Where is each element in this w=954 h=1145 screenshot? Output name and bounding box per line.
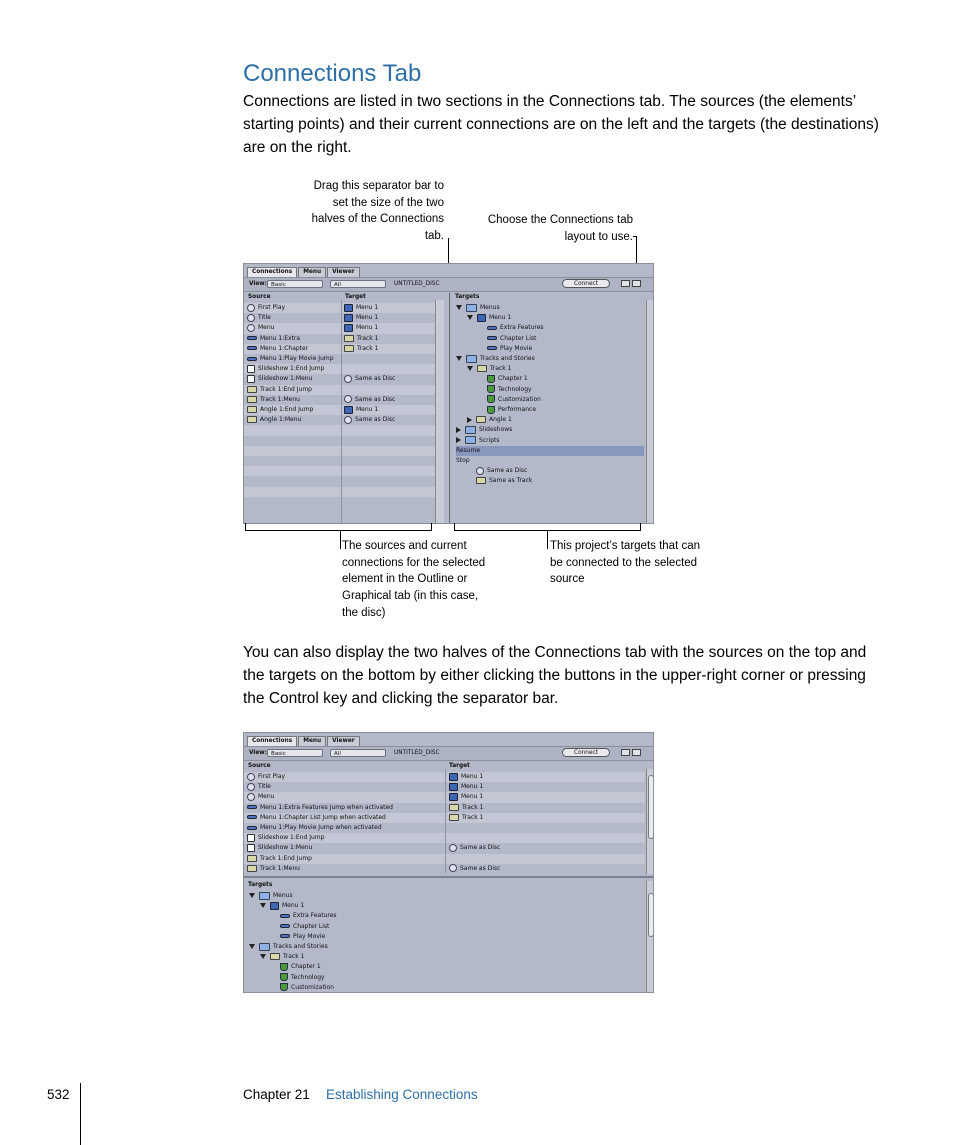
- track-icon: [270, 953, 280, 960]
- btn-icon: [247, 826, 257, 830]
- separator-bar[interactable]: [449, 293, 450, 524]
- chap-icon: [280, 963, 288, 971]
- tree-row[interactable]: [456, 313, 654, 323]
- track-icon: [449, 804, 459, 811]
- disc-name: UNTITLED_DISC: [394, 281, 440, 287]
- row-label: Menu 1: [489, 314, 512, 322]
- section-heading: Connections Tab: [243, 60, 422, 87]
- row-stripe: [244, 476, 435, 486]
- toolbar: [244, 746, 653, 761]
- source-row[interactable]: [247, 395, 341, 405]
- row-label: Menu 1:Play Movie Jump when activated: [260, 824, 382, 831]
- targets-header: Targets: [248, 882, 273, 888]
- btn-icon: [247, 805, 257, 809]
- disc-icon: [344, 395, 352, 403]
- menu-icon: [449, 773, 458, 781]
- chap-icon: [280, 973, 288, 981]
- row-label: Same as Track: [489, 477, 533, 485]
- row-stripe: [244, 497, 435, 507]
- view-label: View:: [249, 281, 267, 287]
- target-row[interactable]: [344, 364, 434, 374]
- disclosure-open-icon[interactable]: [456, 356, 462, 361]
- row-label: Resume: [456, 446, 481, 454]
- disc-icon: [247, 783, 255, 791]
- tree-row[interactable]: [456, 466, 654, 476]
- disc-icon: [344, 416, 352, 424]
- row-label: Slideshow 1:End Jump: [258, 834, 325, 842]
- disclosure-open-icon[interactable]: [249, 944, 255, 949]
- disclosure-open-icon[interactable]: [467, 315, 473, 320]
- row-label: Title: [258, 783, 271, 791]
- btn-icon: [487, 326, 497, 330]
- row-label: Title: [258, 314, 271, 322]
- track-icon: [344, 335, 354, 342]
- layout-side-by-side-button[interactable]: [621, 280, 630, 287]
- disclosure-closed-icon[interactable]: [467, 417, 472, 423]
- row-label: Slideshow 1:Menu: [258, 844, 313, 852]
- slide-icon: [247, 834, 255, 842]
- row-label: Performance: [498, 406, 537, 413]
- row-label: Track 1: [490, 365, 512, 373]
- layout-stacked-button[interactable]: [632, 749, 641, 756]
- menu-icon: [344, 304, 353, 312]
- tree-row[interactable]: [456, 385, 654, 395]
- disc-icon: [247, 324, 255, 332]
- slide-icon: [247, 375, 255, 383]
- disc-icon: [476, 467, 484, 475]
- bracket-sources-right-tick: [431, 523, 432, 531]
- tab-bar: [247, 267, 361, 277]
- callout-targets: This project’s targets that can be connected to the selected source: [550, 540, 700, 586]
- source-row[interactable]: [247, 364, 341, 374]
- row-label: Same as Disc: [487, 467, 528, 475]
- btn-icon: [247, 346, 257, 350]
- tree-row[interactable]: [249, 942, 644, 952]
- row-label: Track 1: [462, 813, 484, 821]
- disclosure-open-icon[interactable]: [260, 903, 266, 908]
- disc-icon: [247, 773, 255, 781]
- row-label: First Play: [258, 773, 286, 780]
- target-row[interactable]: [449, 854, 644, 864]
- disc-icon: [344, 375, 352, 383]
- footer-chapter: Chapter 21: [243, 1087, 310, 1102]
- tree-row[interactable]: [456, 415, 654, 425]
- row-label: Tracks and Stories: [273, 943, 328, 950]
- source-scrollbar[interactable]: [646, 769, 654, 874]
- source-row[interactable]: [247, 792, 444, 802]
- bracket-targets-left-tick: [454, 523, 455, 531]
- disclosure-open-icon[interactable]: [467, 366, 473, 371]
- tree-row[interactable]: [456, 334, 654, 344]
- menu-icon: [477, 314, 486, 322]
- row-label: Track 1: [462, 803, 484, 811]
- track-icon: [476, 477, 486, 484]
- layout-paragraph: You can also display the two halves of the Connections tab with the sources on the top and the targets on the bottom by either clicking the buttons in the upper-right corner or pressing the Control key and clicking the separator bar.: [243, 644, 867, 707]
- tree-row[interactable]: [456, 425, 644, 435]
- disc-icon: [247, 304, 255, 312]
- folder-icon: [466, 304, 477, 312]
- separator-bar[interactable]: [244, 876, 653, 878]
- row-label: Technology: [498, 385, 532, 393]
- target-row[interactable]: [449, 864, 644, 874]
- track-icon: [247, 865, 257, 872]
- row-label: First Play: [258, 304, 286, 311]
- folder-icon: [465, 436, 476, 444]
- footer-rule: [80, 1083, 81, 1145]
- source-scrollbar[interactable]: [435, 300, 444, 524]
- row-label: Customization: [498, 395, 541, 403]
- row-label: Same as Disc: [460, 844, 501, 852]
- leader-line-targets: [547, 530, 548, 549]
- row-label: Chapter 1: [498, 375, 528, 383]
- tree-row[interactable]: [456, 344, 654, 354]
- tab-menu[interactable]: Menu: [298, 267, 326, 277]
- row-stripe: [244, 436, 435, 446]
- row-label: Chapter List: [293, 922, 330, 930]
- slide-icon: [247, 365, 255, 373]
- btn-icon: [280, 934, 290, 938]
- source-row[interactable]: [247, 405, 341, 415]
- tree-row[interactable]: [456, 303, 644, 313]
- disclosure-closed-icon[interactable]: [456, 437, 461, 443]
- row-label: Angle 1:Menu: [260, 416, 302, 424]
- menu-icon: [344, 314, 353, 322]
- disclosure-open-icon[interactable]: [456, 305, 462, 310]
- row-label: Menus: [480, 304, 500, 311]
- layout-side-by-side-button[interactable]: [621, 749, 630, 756]
- menu-icon: [449, 793, 458, 801]
- target-row[interactable]: [449, 833, 644, 843]
- row-label: Menu 1:Chapter List Jump when activated: [260, 813, 386, 821]
- btn-icon: [247, 815, 257, 819]
- row-label: Slideshow 1:End Jump: [258, 365, 325, 373]
- filter-popup[interactable]: All: [330, 749, 386, 757]
- intro-paragraph: Connections are listed in two sections in the Connections tab. The sources (the elements’ starting points) and their current connections are on the left and the targets (the destinations) are on the right.: [243, 93, 879, 156]
- target-row[interactable]: [449, 843, 644, 853]
- source-row[interactable]: [247, 334, 341, 344]
- bracket-targets-right-tick: [640, 523, 641, 531]
- chap-icon: [487, 395, 495, 403]
- row-label: Track 1:Menu: [260, 395, 300, 403]
- row-label: Track 1:End Jump: [260, 854, 312, 862]
- source-row[interactable]: [247, 854, 444, 864]
- btn-icon: [280, 924, 290, 928]
- view-popup[interactable]: Basic: [267, 280, 323, 288]
- row-label: Same as Disc: [355, 416, 396, 424]
- tree-row[interactable]: [249, 962, 654, 972]
- tree-row[interactable]: [456, 374, 654, 384]
- tree-row[interactable]: [456, 354, 644, 364]
- menu-icon: [449, 783, 458, 791]
- footer-chapter-title: Establishing Connections: [326, 1087, 478, 1102]
- tree-row[interactable]: [456, 395, 654, 405]
- row-label: Menu: [258, 324, 275, 332]
- tab-connections[interactable]: Connections: [247, 267, 297, 277]
- track-icon: [449, 814, 459, 821]
- target-row[interactable]: [344, 303, 434, 313]
- menu-icon: [344, 406, 353, 414]
- disclosure-open-icon[interactable]: [260, 954, 266, 959]
- track-icon: [247, 386, 257, 393]
- tab-connections[interactable]: Connections: [247, 736, 297, 746]
- slide-icon: [247, 844, 255, 852]
- row-label: Chapter 1: [291, 963, 321, 971]
- tree-row[interactable]: [456, 476, 654, 486]
- target-row[interactable]: [344, 323, 434, 333]
- btn-icon: [487, 336, 497, 340]
- connect-button[interactable]: Connect: [562, 748, 610, 757]
- target-row[interactable]: [344, 405, 434, 415]
- menu-icon: [344, 324, 353, 332]
- source-row[interactable]: [247, 803, 444, 813]
- row-label: Extra Features: [293, 912, 337, 920]
- source-row[interactable]: [247, 385, 341, 395]
- source-row[interactable]: [247, 772, 444, 782]
- tree-row[interactable]: [249, 932, 654, 942]
- row-label: Extra Features: [500, 324, 544, 332]
- disclosure-closed-icon[interactable]: [456, 427, 461, 433]
- row-label: Menu 1: [461, 793, 484, 801]
- tree-row[interactable]: [249, 901, 654, 911]
- row-label: Angle 1:End Jump: [260, 406, 314, 413]
- tab-viewer[interactable]: Viewer: [327, 736, 359, 746]
- row-label: Slideshow 1:Menu: [258, 375, 313, 383]
- track-icon: [247, 396, 257, 403]
- target-row[interactable]: [344, 415, 434, 425]
- disc-icon: [247, 314, 255, 322]
- row-label: Menu: [258, 793, 275, 801]
- row-label: Customization: [291, 983, 334, 991]
- target-row[interactable]: [344, 344, 434, 354]
- folder-icon: [259, 892, 270, 900]
- btn-icon: [280, 914, 290, 918]
- chap-icon: [280, 983, 288, 991]
- row-label: Track 1: [357, 344, 379, 352]
- chap-icon: [487, 406, 495, 414]
- row-label: Menu 1: [356, 406, 379, 413]
- scroll-thumb[interactable]: [648, 775, 654, 839]
- row-label: Scripts: [479, 436, 500, 444]
- source-row[interactable]: [247, 344, 341, 354]
- row-label: Technology: [291, 973, 325, 981]
- row-label: Stop: [456, 457, 470, 464]
- chap-icon: [487, 385, 495, 393]
- source-header: Source: [248, 294, 271, 300]
- menu-icon: [270, 902, 279, 910]
- targets-header: Targets: [455, 294, 480, 300]
- row-label: Tracks and Stories: [480, 355, 535, 362]
- target-header: Target: [345, 294, 366, 300]
- row-stripe: [244, 446, 435, 456]
- target-row[interactable]: [344, 395, 434, 405]
- tree-row[interactable]: [456, 456, 644, 466]
- btn-icon: [487, 346, 497, 350]
- callout-layout-buttons: Choose the Connections tab layout to use.: [487, 214, 633, 243]
- tab-viewer[interactable]: Viewer: [327, 267, 359, 277]
- row-label: Menu 1:Extra Features Jump when activated: [260, 803, 393, 811]
- layout-stacked-button[interactable]: [632, 280, 641, 287]
- track-icon: [476, 416, 486, 423]
- chap-icon: [487, 375, 495, 383]
- track-icon: [344, 345, 354, 352]
- source-row[interactable]: [247, 864, 444, 874]
- tree-row[interactable]: [456, 323, 654, 333]
- tree-row[interactable]: [456, 405, 654, 415]
- row-label: Track 1:Menu: [260, 864, 300, 872]
- row-label: Menu 1:Chapter: [260, 344, 309, 352]
- source-row[interactable]: [247, 313, 341, 323]
- row-label: Menu 1: [282, 902, 305, 910]
- column-divider: [445, 769, 446, 873]
- target-row[interactable]: [344, 354, 434, 364]
- source-header: Source: [248, 763, 271, 769]
- view-label: View:: [249, 750, 267, 756]
- row-label: Angle 1: [489, 416, 512, 424]
- row-label: Chapter List: [500, 334, 537, 342]
- row-label: Same as Disc: [355, 375, 396, 383]
- target-row[interactable]: [344, 374, 434, 384]
- target-row[interactable]: [344, 313, 434, 323]
- source-row[interactable]: [247, 843, 444, 853]
- row-label: Menu 1:Extra: [260, 334, 301, 342]
- row-label: Track 1:End Jump: [260, 385, 312, 393]
- source-row[interactable]: [247, 374, 341, 384]
- row-label: Play Movie: [500, 344, 533, 352]
- target-row[interactable]: [449, 813, 644, 823]
- row-stripe: [244, 456, 435, 466]
- page-number: 532: [47, 1087, 70, 1102]
- row-label: Menu 1:Play Movie Jump: [260, 355, 334, 362]
- track-icon: [247, 855, 257, 862]
- row-label: Menu 1: [356, 324, 379, 332]
- folder-icon: [466, 355, 477, 363]
- tree-row[interactable]: [249, 922, 654, 932]
- row-stripe: [244, 425, 435, 435]
- row-label: Menu 1: [356, 314, 379, 322]
- bracket-sources: [245, 530, 432, 531]
- row-label: Menu 1: [461, 773, 484, 780]
- connections-tab-screenshot-side-by-side: [243, 263, 654, 524]
- row-label: Track 1: [357, 334, 379, 342]
- disclosure-open-icon[interactable]: [249, 893, 255, 898]
- row-label: Same as Disc: [355, 395, 396, 403]
- toolbar: [244, 277, 653, 292]
- row-label: Play Movie: [293, 932, 326, 940]
- row-label: Menu 1: [461, 783, 484, 791]
- source-row[interactable]: [247, 303, 341, 313]
- disc-icon: [247, 793, 255, 801]
- disc-icon: [449, 844, 457, 852]
- filter-popup[interactable]: All: [330, 280, 386, 288]
- track-icon: [477, 365, 487, 372]
- target-row[interactable]: [449, 792, 644, 802]
- folder-icon: [259, 943, 270, 951]
- row-stripe: [244, 466, 435, 476]
- target-row[interactable]: [449, 803, 644, 813]
- track-icon: [247, 416, 257, 423]
- row-label: Menus: [273, 892, 293, 899]
- target-row[interactable]: [344, 385, 434, 395]
- tree-row[interactable]: [249, 891, 644, 901]
- target-row[interactable]: [344, 334, 434, 344]
- callout-drag-separator: Drag this separator bar to set the size of the two halves of the Connections tab.: [311, 180, 444, 243]
- disc-icon: [449, 864, 457, 872]
- row-label: Menu 1: [356, 304, 379, 311]
- tree-row[interactable]: [249, 973, 654, 983]
- leader-line-sources: [340, 530, 341, 549]
- target-row[interactable]: [449, 823, 644, 833]
- disc-name: UNTITLED_DISC: [394, 750, 440, 756]
- tree-row[interactable]: [249, 983, 654, 993]
- source-row[interactable]: [247, 323, 341, 333]
- target-row[interactable]: [449, 782, 644, 792]
- row-label: Track 1: [283, 953, 305, 961]
- row-stripe: [244, 487, 435, 497]
- connect-button[interactable]: Connect: [562, 279, 610, 288]
- btn-icon: [247, 336, 257, 340]
- view-popup[interactable]: Basic: [267, 749, 323, 757]
- source-row[interactable]: [247, 833, 444, 843]
- target-header: Target: [449, 763, 470, 769]
- source-row[interactable]: [247, 415, 341, 425]
- source-row[interactable]: [247, 813, 444, 823]
- tree-row[interactable]: [456, 446, 644, 456]
- bracket-sources-left-tick: [245, 523, 246, 531]
- tree-row[interactable]: [456, 436, 644, 446]
- tree-row[interactable]: [249, 952, 654, 962]
- column-divider: [341, 300, 342, 524]
- tab-menu[interactable]: Menu: [298, 736, 326, 746]
- tab-bar: [247, 736, 361, 746]
- source-row[interactable]: [247, 354, 341, 364]
- source-row[interactable]: [247, 823, 444, 833]
- btn-icon: [247, 357, 257, 361]
- row-label: Slideshows: [479, 426, 513, 434]
- folder-icon: [465, 426, 476, 434]
- connections-tab-screenshot-stacked: [243, 732, 654, 993]
- target-row[interactable]: [449, 772, 644, 782]
- tree-row[interactable]: [456, 364, 654, 374]
- source-row[interactable]: [247, 782, 444, 792]
- row-label: Same as Disc: [460, 864, 501, 872]
- tree-row[interactable]: [249, 911, 654, 921]
- track-icon: [247, 406, 257, 413]
- callout-sources: The sources and current connections for the selected element in the Outline or Graphical tab (in this case, the disc): [342, 540, 486, 619]
